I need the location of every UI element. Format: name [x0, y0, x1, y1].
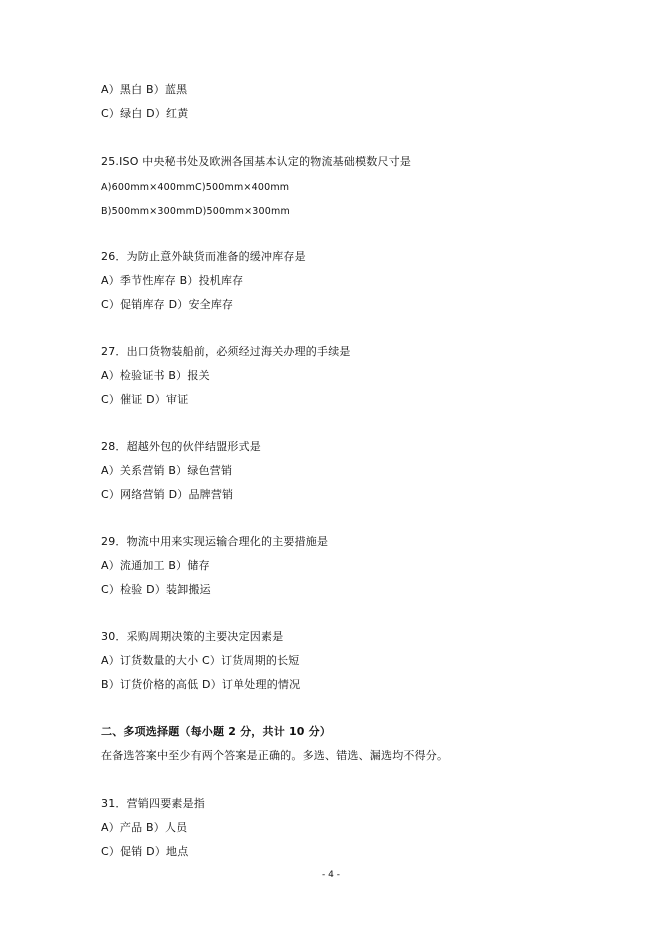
q26-question: 26．为防止意外缺货而准备的缓冲库存是	[101, 250, 306, 263]
q27-options-ab: A）检验证书 B）报关	[101, 369, 210, 382]
section-instructions: 在备选答案中至少有两个答案是正确的。多选、错选、漏选均不得分。	[101, 749, 449, 762]
q31-options-cd: C）促销 D）地点	[101, 845, 189, 858]
q28-options-ab: A）关系营销 B）绿色营销	[101, 464, 233, 477]
q27-options-cd: C）催证 D）审证	[101, 393, 189, 406]
q30-question: 30．采购周期决策的主要决定因素是	[101, 630, 284, 643]
q29-options-cd: C）检验 D）装卸搬运	[101, 583, 211, 596]
q25-question: 25.ISO 中央秘书处及欧洲各国基本认定的物流基础模数尺寸是	[101, 155, 412, 168]
q24-options-cd: C）绿白 D）红黄	[101, 107, 189, 120]
q31-question: 31．营销四要素是指	[101, 797, 205, 810]
q29-question: 29．物流中用来实现运输合理化的主要措施是	[101, 535, 329, 548]
q26-options-ab: A）季节性库存 B）投机库存	[101, 274, 244, 287]
q31-options-ab: A）产品 B）人员	[101, 821, 188, 834]
q30-options-ac: A）订货数量的大小 C）订货周期的长短	[101, 654, 300, 667]
q28-options-cd: C）网络营销 D）品牌营销	[101, 488, 234, 501]
section-heading: 二、多项选择题（每小题 2 分，共计 10 分）	[101, 725, 332, 738]
q24-options-ab: A）黑白 B）蓝黑	[101, 83, 188, 96]
page-number: - 4 -	[322, 870, 340, 880]
q27-question: 27．出口货物装船前，必须经过海关办理的手续是	[101, 345, 351, 358]
q30-options-bd: B）订货价格的高低 D）订单处理的情况	[101, 678, 301, 691]
q26-options-cd: C）促销库存 D）安全库存	[101, 298, 234, 311]
q29-options-ab: A）流通加工 B）储存	[101, 559, 210, 572]
q28-question: 28．超越外包的伙伴结盟形式是	[101, 440, 261, 453]
q25-options-bd: B)500mm×300mmD)500mm×300mm	[101, 206, 290, 217]
q25-options-ac: A)600mm×400mmC)500mm×400mm	[101, 182, 290, 193]
